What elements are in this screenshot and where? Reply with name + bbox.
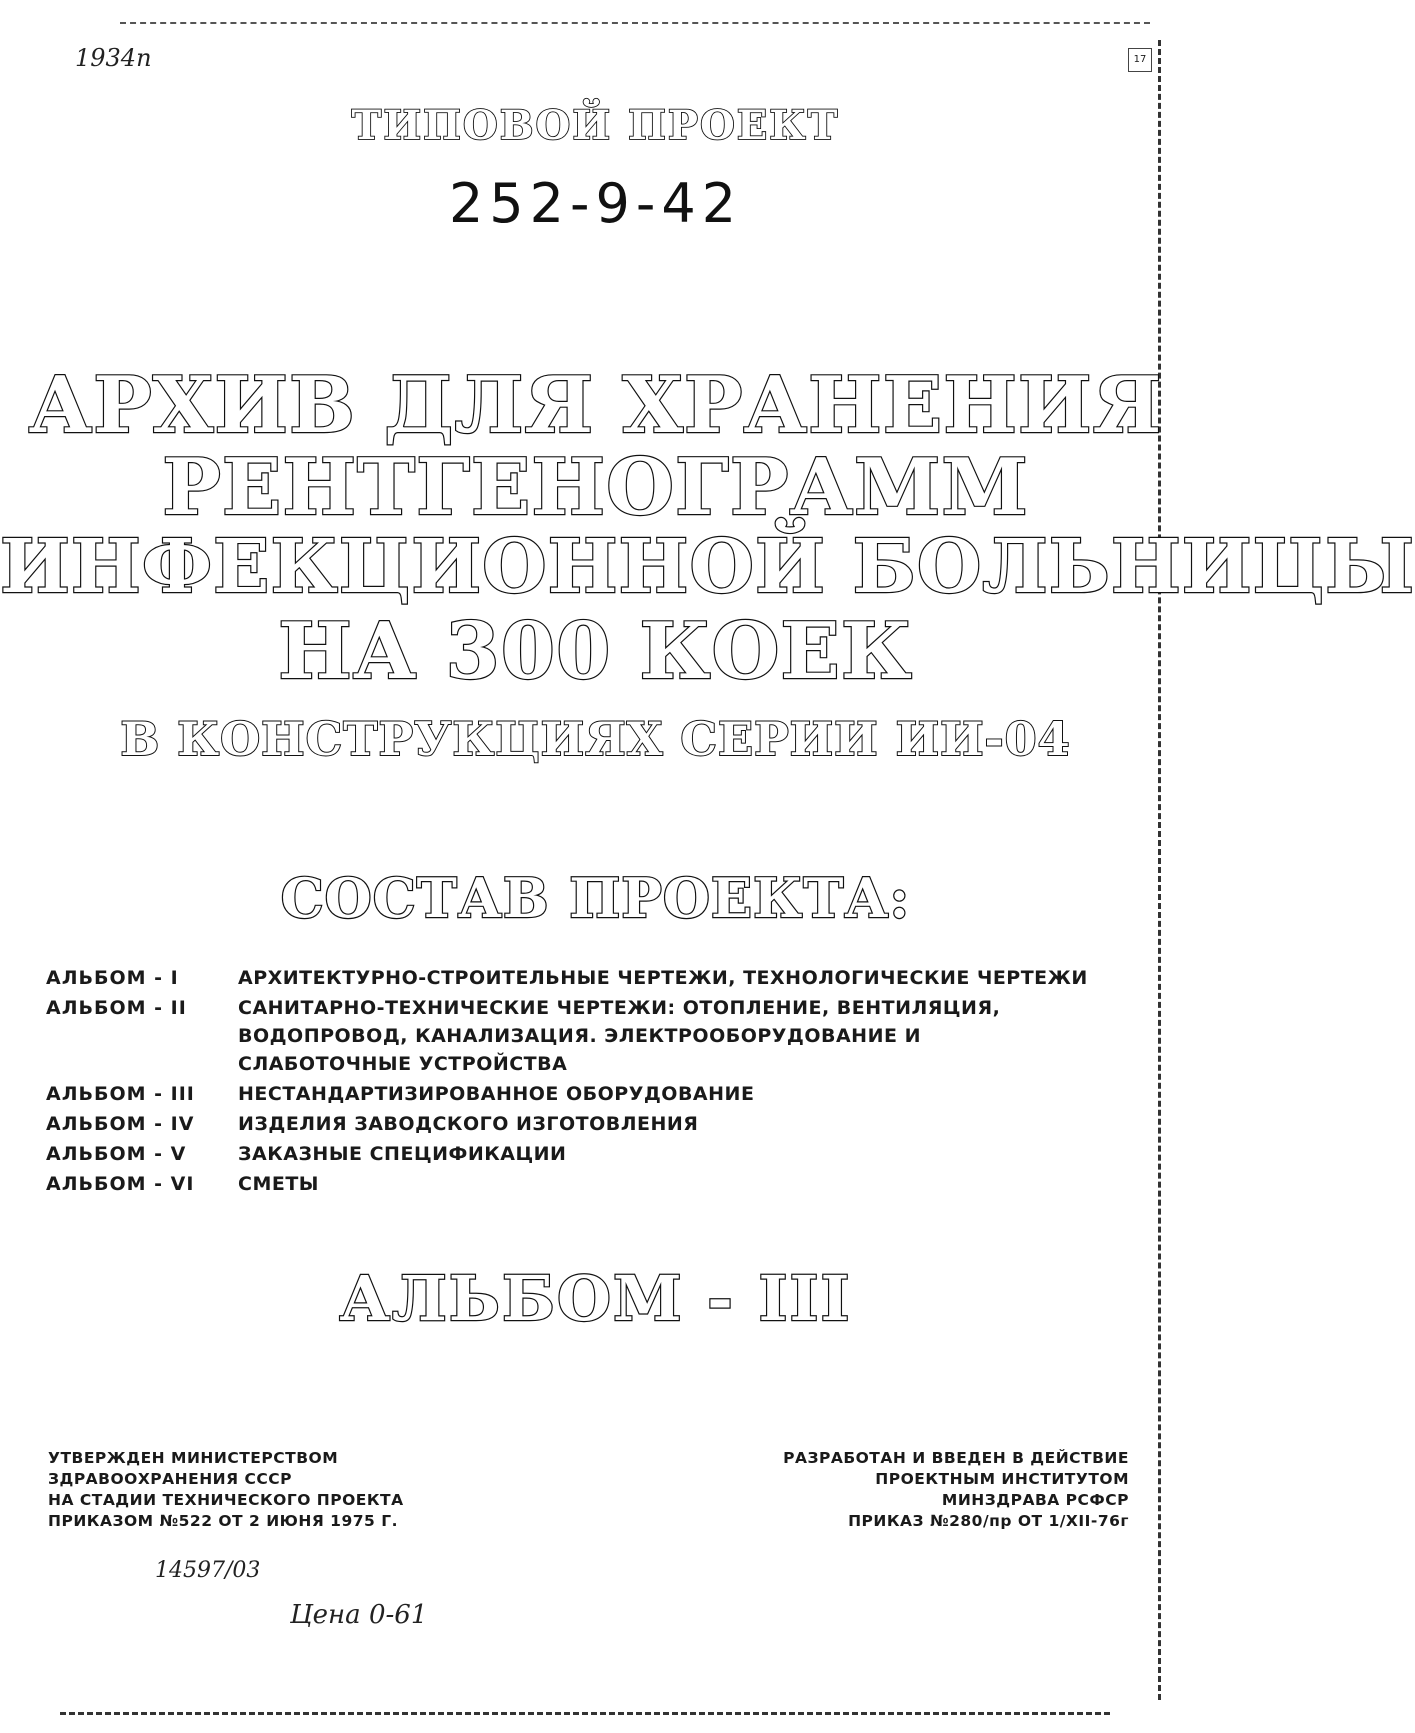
title-line-3: ИНФЕКЦИОННОЙ БОЛЬНИЦЫ [0, 524, 1415, 610]
project-type-label: ТИПОВОЙ ПРОЕКТ [351, 102, 840, 149]
price-note: Цена 0-61 [290, 1600, 428, 1630]
album-name: АЛЬБОМ - V [46, 1143, 187, 1165]
title-line-4: НА 300 КОЕК [278, 606, 913, 697]
album-name: АЛЬБОМ - III [46, 1083, 195, 1105]
inventory-number: 1934п [75, 44, 152, 72]
album-description: АРХИТЕКТУРНО-СТРОИТЕЛЬНЫЕ ЧЕРТЕЖИ, ТЕХНОЛОГИЧЕСКИЕ ЧЕРТЕЖИ [238, 967, 1088, 989]
developer-line: РАЗРАБОТАН И ВВЕДЕН В ДЕЙСТВИЕ [783, 1449, 1129, 1467]
approval-line: НА СТАДИИ ТЕХНИЧЕСКОГО ПРОЕКТА [48, 1491, 404, 1509]
bottom-border [60, 1712, 1110, 1715]
title-line-1: АРХИВ ДЛЯ ХРАНЕНИЯ [28, 360, 1163, 451]
project-number: 252-9-42 [448, 172, 743, 235]
album-row [46, 1110, 1126, 1138]
subtitle: В КОНСТРУКЦИЯХ СЕРИИ ИИ-04 [120, 712, 1071, 766]
album-description: СМЕТЫ [238, 1173, 319, 1195]
album-row [46, 1140, 1126, 1168]
album-name: АЛЬБОМ - I [46, 967, 179, 989]
approval-block [48, 1448, 404, 1532]
album-row [46, 1080, 1126, 1108]
album-description: САНИТАРНО-ТЕХНИЧЕСКИЕ ЧЕРТЕЖИ: ОТОПЛЕНИЕ, ВЕНТИЛЯЦИЯ, ВОДОПРОВОД, КАНАЛИЗАЦИЯ. ЭЛЕКТРООБОРУДОВАНИЕ И СЛАБОТОЧНЫЕ УСТРОЙСТВА [238, 997, 1001, 1075]
album-row [46, 994, 1126, 1078]
developer-block [783, 1448, 1129, 1532]
album-description: ЗАКАЗНЫЕ СПЕЦИФИКАЦИИ [238, 1143, 567, 1165]
composition-heading: СОСТАВ ПРОЕКТА: [280, 866, 911, 930]
album-description: ИЗДЕЛИЯ ЗАВОДСКОГО ИЗГОТОВЛЕНИЯ [238, 1113, 699, 1135]
album-description: НЕСТАНДАРТИЗИРОВАННОЕ ОБОРУДОВАНИЕ [238, 1083, 755, 1105]
developer-line: ПРИКАЗ №280/пр ОТ 1/XII-76г [848, 1512, 1129, 1530]
album-name: АЛЬБОМ - IV [46, 1113, 195, 1135]
document-number: 14597/03 [155, 1558, 261, 1583]
album-name: АЛЬБОМ - VI [46, 1173, 195, 1195]
approval-line: ПРИКАЗОМ №522 ОТ 2 ИЮНЯ 1975 Г. [48, 1512, 398, 1530]
title-line-2: РЕНТГЕНОГРАММ [162, 442, 1029, 533]
album-list [46, 964, 1126, 1200]
top-border [120, 22, 1150, 24]
developer-line: ПРОЕКТНЫМ ИНСТИТУТОМ [875, 1470, 1129, 1488]
approval-line: ЗДРАВООХРАНЕНИЯ СССР [48, 1470, 292, 1488]
album-row [46, 1170, 1126, 1198]
album-row [46, 964, 1126, 992]
corner-mark: 17 [1128, 48, 1152, 72]
developer-line: МИНЗДРАВА РСФСР [941, 1491, 1129, 1509]
current-album-title: АЛЬБОМ - III [339, 1262, 852, 1335]
approval-line: УТВЕРЖДЕН МИНИСТЕРСТВОМ [48, 1449, 339, 1467]
album-name: АЛЬБОМ - II [46, 997, 187, 1019]
